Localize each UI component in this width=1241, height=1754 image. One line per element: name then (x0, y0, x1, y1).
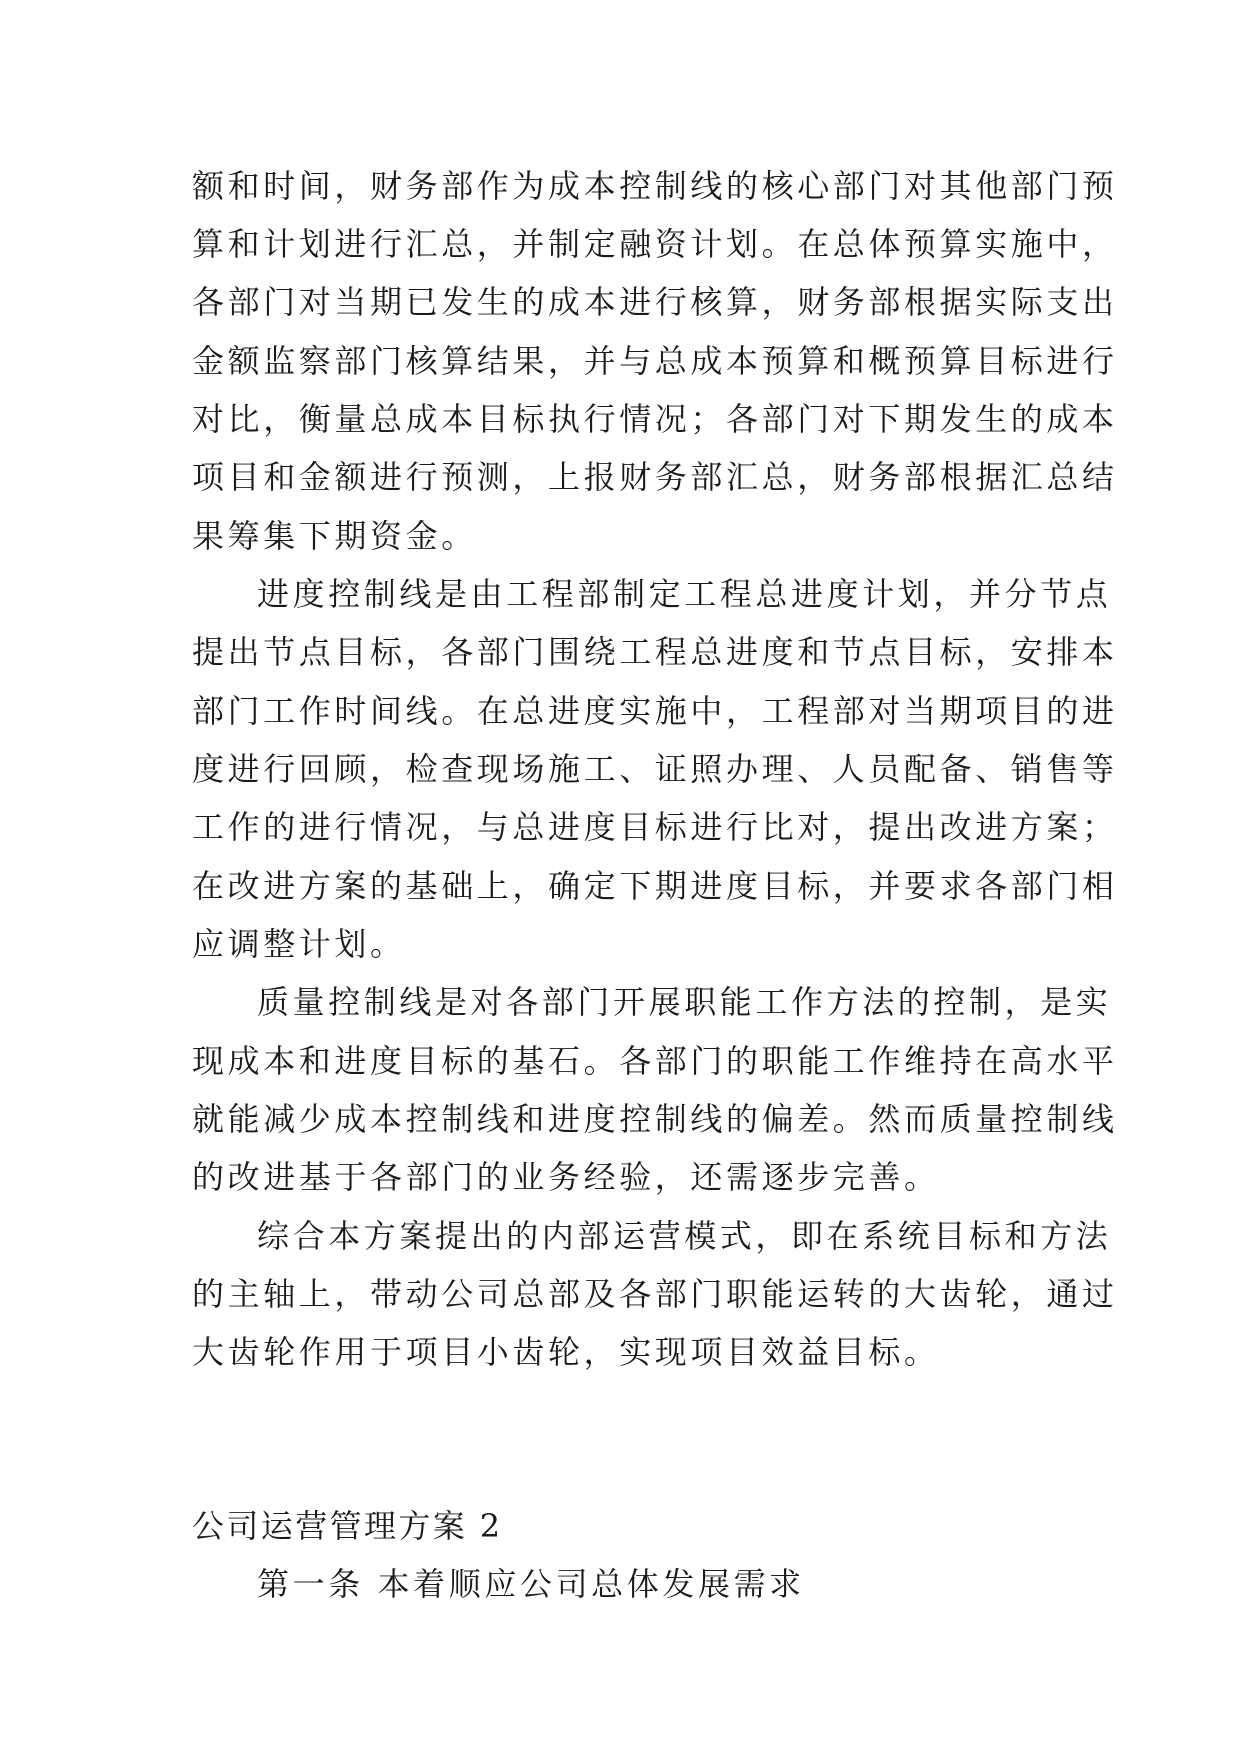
paragraph-line: 金额监察部门核算结果，并与总成本预算和概预算目标进行 (192, 342, 1118, 380)
paragraph-line: 果筹集下期资金。 (192, 517, 477, 555)
paragraph-line: 各部门对当期已发生的成本进行核算，财务部根据实际支出 (192, 283, 1118, 321)
paragraph-first-line: 综合本方案提出的内部运营模式，即在系统目标和方法 (257, 1217, 1112, 1255)
paragraph-line: 度进行回顾，检查现场施工、证照办理、人员配备、销售等 (192, 750, 1118, 788)
paragraph-first-line: 进度控制线是由工程部制定工程总进度计划，并分节点 (257, 575, 1112, 613)
section-heading: 公司运营管理方案 2 (192, 1507, 503, 1545)
paragraph-line: 在改进方案的基础上，确定下期进度目标，并要求各部门相 (192, 867, 1118, 905)
paragraph-line: 项目和金额进行预测，上报财务部汇总，财务部根据汇总结 (192, 458, 1118, 496)
paragraph-first-line: 质量控制线是对各部门开展职能工作方法的控制，是实 (257, 983, 1112, 1021)
paragraph-line: 的主轴上，带动公司总部及各部门职能运转的大齿轮，通过 (192, 1275, 1118, 1313)
article-line: 第一条 本着顺应公司总体发展需求 (257, 1565, 805, 1603)
paragraph-line: 的改进基于各部门的业务经验，还需逐步完善。 (192, 1158, 940, 1196)
paragraph-line: 算和计划进行汇总，并制定融资计划。在总体预算实施中， (192, 225, 1118, 263)
paragraph-line: 部门工作时间线。在总进度实施中，工程部对当期项目的进 (192, 692, 1118, 730)
paragraph-line: 现成本和进度目标的基石。各部门的职能工作维持在高水平 (192, 1042, 1118, 1080)
paragraph-line: 大齿轮作用于项目小齿轮，实现项目效益目标。 (192, 1333, 940, 1371)
paragraph-line: 工作的进行情况，与总进度目标进行比对，提出改进方案； (192, 808, 1118, 846)
paragraph-line: 对比，衡量总成本目标执行情况；各部门对下期发生的成本 (192, 400, 1118, 438)
paragraph-line: 就能减少成本控制线和进度控制线的偏差。然而质量控制线 (192, 1100, 1118, 1138)
paragraph-line: 应调整计划。 (192, 925, 406, 963)
paragraph-line: 提出节点目标，各部门围绕工程总进度和节点目标，安排本 (192, 633, 1118, 671)
paragraph-line: 额和时间，财务部作为成本控制线的核心部门对其他部门预 (192, 167, 1118, 205)
